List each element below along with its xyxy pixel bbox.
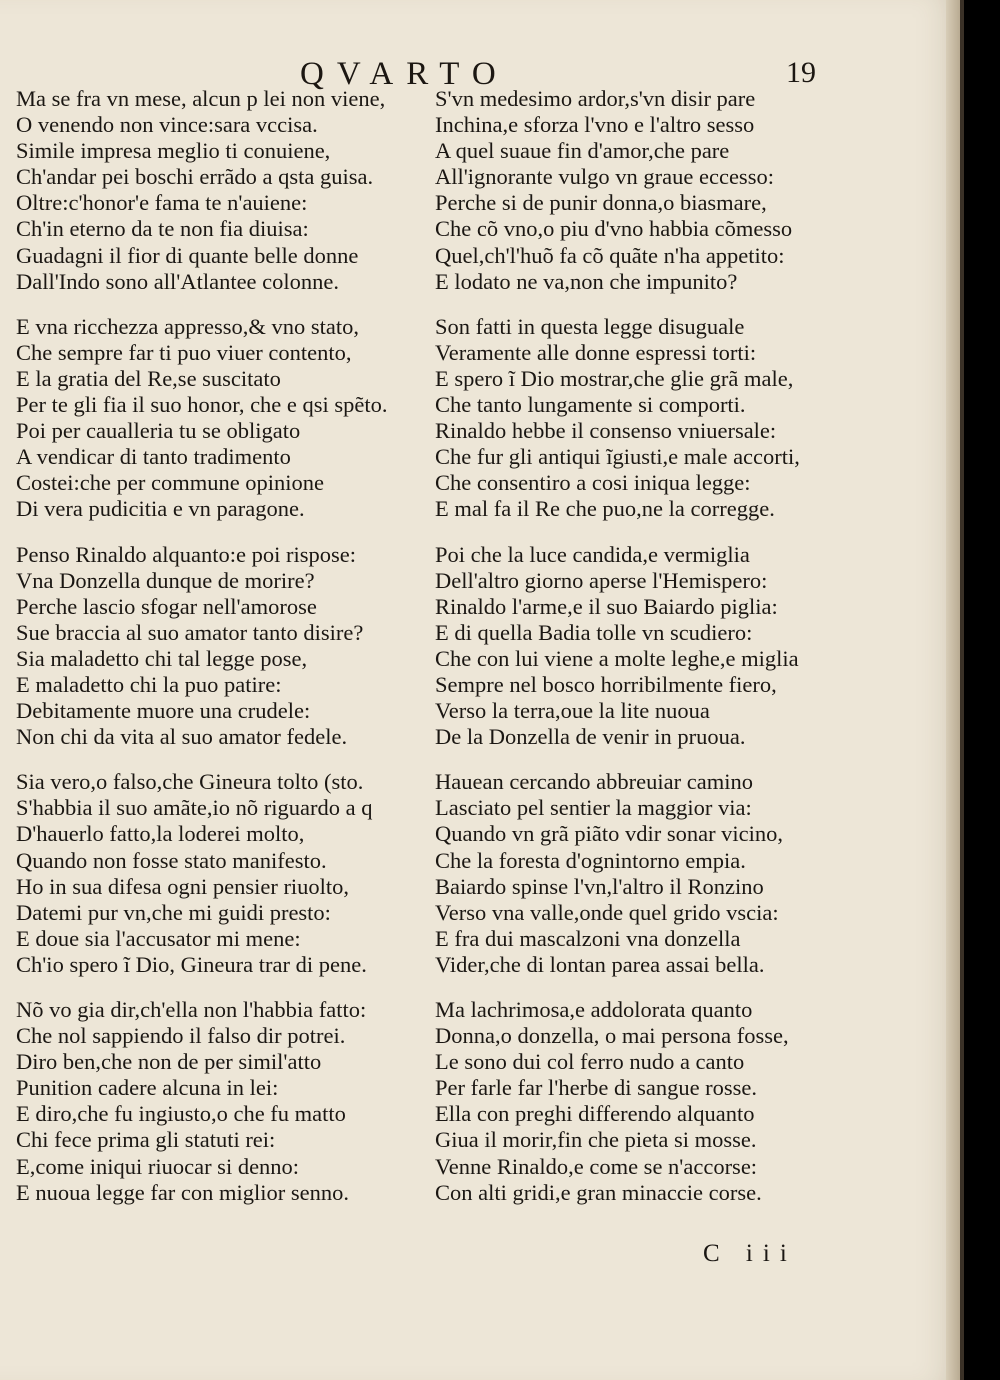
- verse-line: E vna ricchezza appresso,& vno stato,: [16, 313, 359, 339]
- verse-line: Giua il morir,fin che pieta si mosse.: [435, 1127, 757, 1153]
- verse-line: All'ignorante vulgo vn graue eccesso:: [435, 164, 774, 190]
- verse-line: Che con lui viene a molte leghe,e miglia: [435, 645, 799, 671]
- verse-line: Son fatti in questa legge disuguale: [435, 313, 745, 339]
- verse-line: E lodato ne va,non che impunito?: [435, 268, 738, 294]
- verse-line: Inchina,e sforza l'vno e l'altro sesso: [435, 112, 755, 138]
- verse-line: E nuoua legge far con miglior senno.: [16, 1179, 350, 1205]
- verse-line: Quando vn grã piãto vdir sonar vicino,: [435, 821, 784, 847]
- verse-line: Datemi pur vn,che mi guidi presto:: [16, 899, 331, 925]
- verse-line: Che cõ vno,o piu d'vno habbia cõmesso: [435, 216, 793, 242]
- verse-line: Veramente alle donne espressi torti:: [435, 339, 757, 365]
- verse-line: Sempre nel bosco horribilmente fiero,: [435, 671, 777, 697]
- verse-line: Punition cadere alcuna in lei:: [16, 1075, 279, 1101]
- verse-line: Ella con preghi differendo alquanto: [435, 1101, 755, 1127]
- verse-line: Sia maladetto chi tal legge pose,: [16, 645, 308, 671]
- stanza: [435, 86, 875, 295]
- verse-line: Ch'andar pei boschi errãdo a qsta guisa.: [16, 164, 374, 190]
- stanza: [435, 769, 875, 978]
- verse-line: Hauean cercando abbreuiar camino: [435, 769, 753, 795]
- verse-line: Ch'in eterno da te non fia diuisa:: [16, 216, 309, 242]
- verse-line: Debitamente muore una crudele:: [16, 698, 311, 724]
- right-column: [435, 86, 875, 1206]
- verse-line: A quel suaue fin d'amor,che pare: [435, 138, 730, 164]
- stanza: [16, 542, 446, 751]
- stanza: [16, 86, 446, 295]
- verse-line: Che consentiro a cosi iniqua legge:: [435, 470, 751, 496]
- verse-line: Ho in sua difesa ogni pensier riuolto,: [16, 873, 350, 899]
- verse-line: Le sono dui col ferro nudo a canto: [435, 1049, 745, 1075]
- verse-line: Non chi da vita al suo amator fedele.: [16, 724, 348, 750]
- verse-line: Donna,o donzella, o mai persona fosse,: [435, 1023, 789, 1049]
- verse-line: Perche lascio sfogar nell'amorose: [16, 593, 317, 619]
- verse-line: Che tanto lungamente si comporti.: [435, 392, 746, 418]
- stanza: [435, 997, 875, 1206]
- verse-line: Dell'altro giorno aperse l'Hemispero:: [435, 567, 768, 593]
- verse-line: E diro,che fu ingiusto,o che fu matto: [16, 1101, 346, 1127]
- verse-line: Che nol sappiendo il falso dir potrei.: [16, 1023, 346, 1049]
- verse-line: Poi per caualleria tu se obligato: [16, 418, 301, 444]
- verse-line: E mal fa il Re che puo,ne la corregge.: [435, 496, 775, 522]
- verse-line: Che fur gli antiqui ĩgiusti,e male accorti,: [435, 444, 800, 470]
- verse-line: Chi fece prima gli statuti rei:: [16, 1127, 276, 1153]
- verse-line: Rinaldo hebbe il consenso vniuersale:: [435, 418, 777, 444]
- verse-line: S'vn medesimo ardor,s'vn disir pare: [435, 86, 756, 111]
- verse-line: Poi che la luce candida,e vermiglia: [435, 541, 750, 567]
- verse-line: A vendicar di tanto tradimento: [16, 444, 291, 470]
- verse-line: Vider,che di lontan parea assai bella.: [435, 951, 765, 977]
- verse-line: Per te gli fia il suo honor, che e qsi spẽto.: [16, 392, 388, 418]
- verse-line: E,come iniqui riuocar si denno:: [16, 1153, 300, 1179]
- verse-line: Vna Donzella dunque de morire?: [16, 567, 315, 593]
- stanza: [16, 997, 446, 1206]
- verse-line: Nõ vo gia dir,ch'ella non l'habbia fatto:: [16, 997, 367, 1022]
- verse-line: Che la foresta d'ognintorno empia.: [435, 847, 746, 873]
- verse-line: Rinaldo l'arme,e il suo Baiardo piglia:: [435, 593, 778, 619]
- running-head: QVARTO: [300, 56, 509, 92]
- stanza: [16, 314, 446, 523]
- verse-line: Guadagni il fior di quante belle donne: [16, 242, 359, 268]
- verse-line: Di vera pudicitia e vn paragone.: [16, 496, 305, 522]
- verse-line: Dall'Indo sono all'Atlantee colonne.: [16, 268, 340, 294]
- verse-line: S'habbia il suo amãte,io nõ riguardo a q: [16, 795, 373, 821]
- page-edge: [946, 0, 960, 1380]
- verse-line: Verso vna valle,onde quel grido vscia:: [435, 899, 779, 925]
- left-column: [16, 86, 446, 1206]
- verse-line: De la Donzella de venir in pruoua.: [435, 724, 746, 750]
- verse-line: Costei:che per commune opinione: [16, 470, 325, 496]
- verse-line: E di quella Badia tolle vn scudiero:: [435, 619, 753, 645]
- verse-line: Perche si de punir donna,o biasmare,: [435, 190, 767, 216]
- verse-line: Ma lachrimosa,e addolorata quanto: [435, 997, 753, 1022]
- signature-mark: C iii: [703, 1240, 797, 1267]
- verse-line: Sia vero,o falso,che Gineura tolto (sto.: [16, 769, 364, 795]
- verse-line: Oltre:c'honor'e fama te n'auiene:: [16, 190, 308, 216]
- verse-line: Quel,ch'l'huõ fa cõ quãte n'ha appetito:: [435, 242, 785, 268]
- verse-line: Baiardo spinse l'vn,l'altro il Ronzino: [435, 873, 764, 899]
- stanza: [16, 769, 446, 978]
- verse-line: E spero ĩ Dio mostrar,che glie grã male,: [435, 365, 794, 391]
- verse-line: Quando non fosse stato manifesto.: [16, 847, 327, 873]
- folio-number: 19: [786, 56, 816, 89]
- verse-line: E maladetto chi la puo patire:: [16, 671, 282, 697]
- verse-line: Con alti gridi,e gran minaccie corse.: [435, 1179, 762, 1205]
- verse-line: Simile impresa meglio ti conuiene,: [16, 138, 331, 164]
- verse-line: E la gratia del Re,se suscitato: [16, 365, 281, 391]
- verse-line: Sue braccia al suo amator tanto disire?: [16, 619, 364, 645]
- verse-line: E fra dui mascalzoni vna donzella: [435, 925, 741, 951]
- stanza: [435, 542, 875, 751]
- verse-line: Ma se fra vn mese, alcun p lei non viene,: [16, 86, 386, 111]
- verse-line: Ch'io spero ĩ Dio, Gineura trar di pene.: [16, 951, 367, 977]
- verse-line: Per farle far l'herbe di sangue rosse.: [435, 1075, 758, 1101]
- verse-line: D'hauerlo fatto,la loderei molto,: [16, 821, 305, 847]
- verse-line: Verso la terra,oue la lite nuoua: [435, 698, 710, 724]
- verse-line: Che sempre far ti puo viuer contento,: [16, 339, 352, 365]
- stanza: [435, 314, 875, 523]
- verse-line: Lasciato pel sentier la maggior via:: [435, 795, 752, 821]
- verse-line: Venne Rinaldo,e come se n'accorse:: [435, 1153, 758, 1179]
- verse-line: E doue sia l'accusator mi mene:: [16, 925, 301, 951]
- verse-line: Diro ben,che non de per simil'atto: [16, 1049, 322, 1075]
- verse-line: O venendo non vince:sara vccisa.: [16, 112, 318, 138]
- verse-line: Penso Rinaldo alquanto:e poi rispose:: [16, 541, 356, 567]
